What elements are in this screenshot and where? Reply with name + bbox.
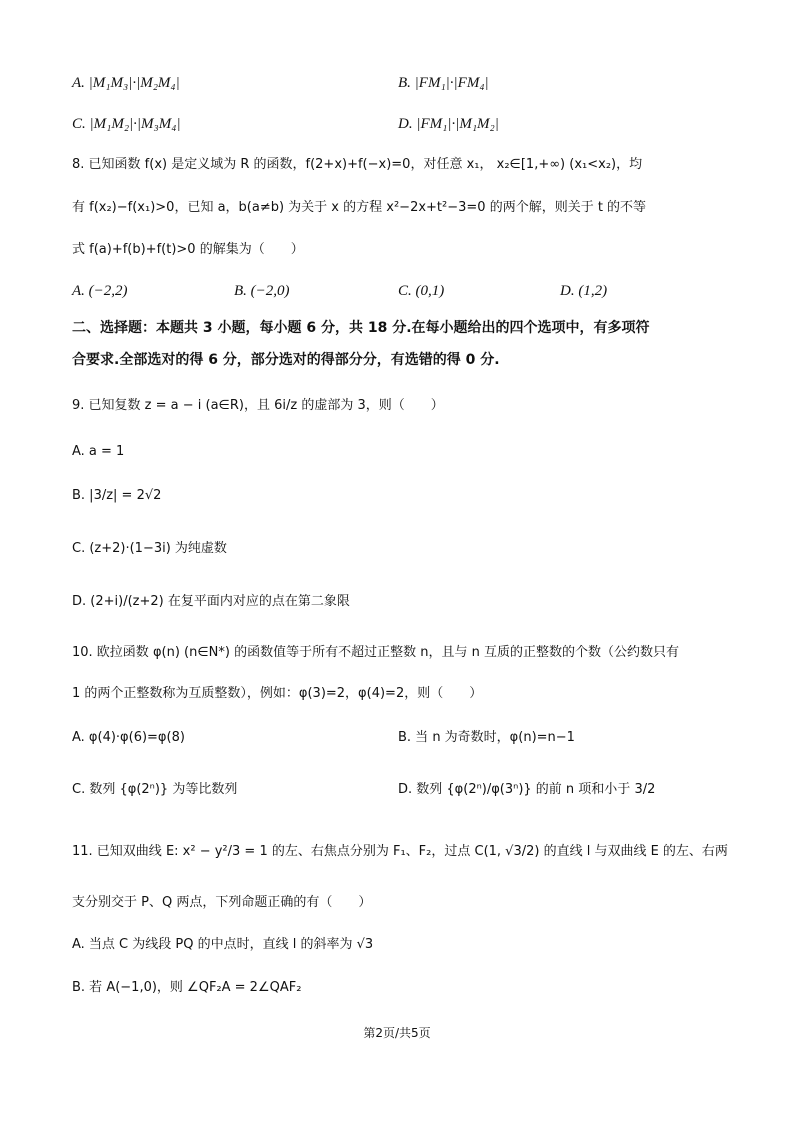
q9-option-c: C. (z+2)·(1−3i) 为纯虚数 <box>72 541 227 556</box>
q11-stem-line-1: 11. 已知双曲线 E: x² − y²/3 = 1 的左、右焦点分别为 F₁、F₂，过点 C(1, √3/2) 的直线 l 与双曲线 E 的左、右两 <box>72 844 728 859</box>
q11-option-b: B. 若 A(−1,0)，则 ∠QF₂A = 2∠QAF₂ <box>72 980 302 995</box>
q8-option-c: C. (0,1) <box>398 283 445 299</box>
q10-option-b: B. 当 n 为奇数时，φ(n)=n−1 <box>398 730 575 745</box>
page-number-footer: 第2页/共5页 <box>363 1026 431 1040</box>
section-2-heading-line-1: 二、选择题：本题共 3 小题，每小题 6 分，共 18 分.在每小题给出的四个选项中，有多项符 <box>72 320 650 336</box>
q11-stem-line-2: 支分别交于 P、Q 两点，下列命题正确的有（ ） <box>72 895 372 910</box>
q8-stem-line-1: 8. 已知函数 f(x) 是定义域为 R 的函数，f(2+x)+f(−x)=0，对任意 x₁， x₂∈[1,+∞) (x₁<x₂)，均 <box>72 157 643 172</box>
q7-option-a: A. |M₁M₃|·|M₂M₄| <box>72 75 180 91</box>
q8-option-a: A. (−2,2) <box>72 283 128 299</box>
q8-stem-line-2: 有 f(x₂)−f(x₁)>0，已知 a，b(a≠b) 为关于 x 的方程 x²−2x+t²−3=0 的两个解，则关于 t 的不等 <box>72 200 647 215</box>
q10-stem-line-1: 10. 欧拉函数 φ(n) (n∈N*) 的函数值等于所有不超过正整数 n，且与 n 互质的正整数的个数（公约数只有 <box>72 645 679 660</box>
q9-option-a: A. a = 1 <box>72 444 125 459</box>
q10-option-c: C. 数列 {φ(2ⁿ)} 为等比数列 <box>72 782 238 797</box>
q9-option-d: D. (2+i)/(z+2) 在复平面内对应的点在第二象限 <box>72 594 350 609</box>
q8-option-b: B. (−2,0) <box>234 283 290 299</box>
q8-stem-line-3: 式 f(a)+f(b)+f(t)>0 的解集为（ ） <box>72 242 304 257</box>
q9-option-b: B. |3/z| = 2√2 <box>72 488 162 503</box>
q10-stem-line-2: 1 的两个正整数称为互质整数），例如：φ(3)=2，φ(4)=2，则（ ） <box>72 686 483 701</box>
q7-option-d: D. |FM₁|·|M₁M₂| <box>398 116 499 132</box>
q9-stem: 9. 已知复数 z = a − i (a∈R)，且 6i/z 的虚部为 3，则（ ） <box>72 398 444 413</box>
q10-option-d: D. 数列 {φ(2ⁿ)/φ(3ⁿ)} 的前 n 项和小于 3/2 <box>398 782 656 797</box>
q8-option-d: D. (1,2) <box>560 283 608 299</box>
q10-option-a: A. φ(4)·φ(6)=φ(8) <box>72 730 185 745</box>
q7-option-b: B. |FM₁|·|FM₄| <box>398 75 489 91</box>
q7-option-c: C. |M₁M₂|·|M₃M₄| <box>72 116 181 132</box>
section-2-heading-line-2: 合要求.全部选对的得 6 分，部分选对的得部分分，有选错的得 0 分. <box>72 352 500 368</box>
q11-option-a: A. 当点 C 为线段 PQ 的中点时，直线 l 的斜率为 √3 <box>72 937 374 952</box>
